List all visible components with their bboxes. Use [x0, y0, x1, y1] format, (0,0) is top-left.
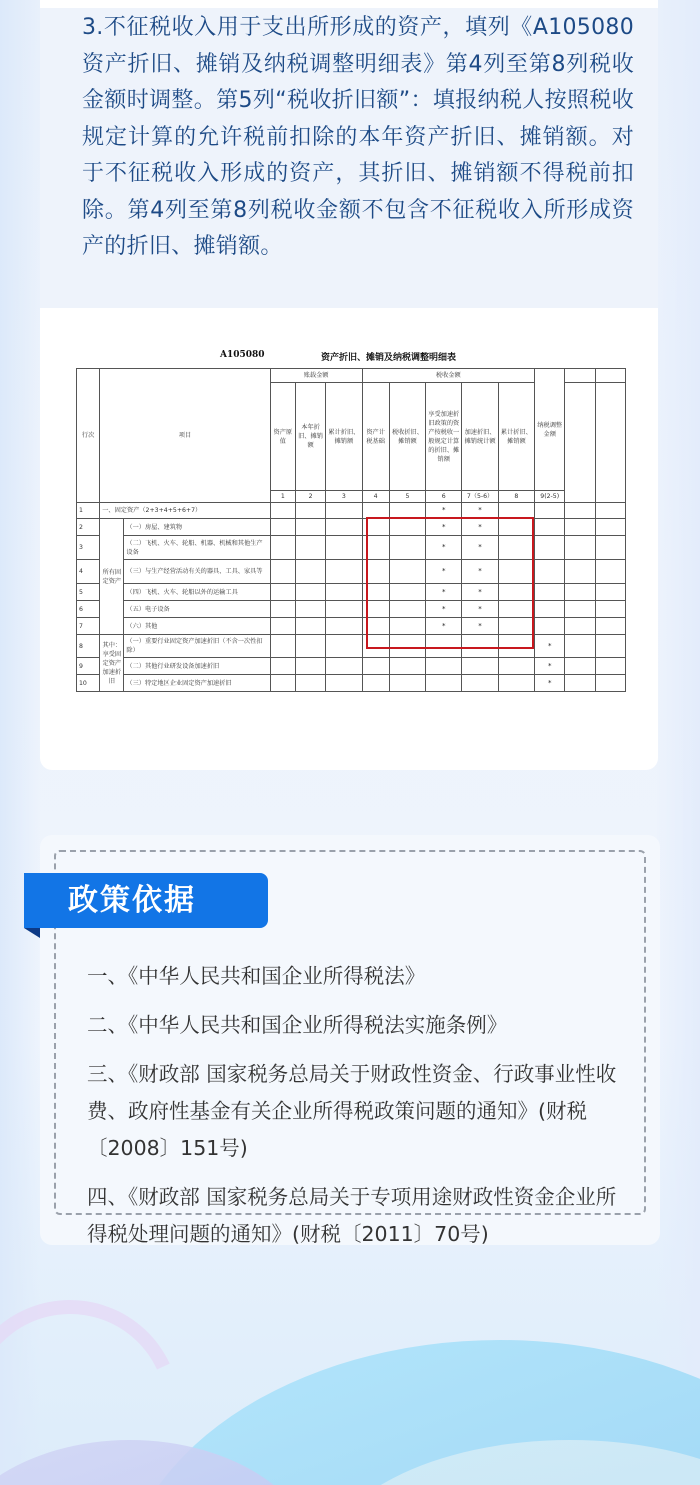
table-row: 7 （六）其他 * *: [77, 618, 626, 635]
table-row: 4 （三）与生产经营活动有关的器具、工具、家具等 * *: [77, 560, 626, 584]
header-col-3: 累计折旧、摊销额: [326, 383, 362, 491]
form-table: 行次 项目 账载金额 税收金额 纳税调整金额 资产原值 本年折旧、摊销额 累计折旧、摊销额 资产计税基础 税收折旧、摊销额 享受加速折旧政策的资产按税收一般规定计算的折旧、摊销额 加速折旧、摊销统计额 累计折旧、摊销额 1 2 3 4 5 6 7（5-6） 8 9(2-5) 1 一、固定资产（2+3+4+5+6+7） * * 2 所有固定资产 （一）房屋、建筑物 * * 3 （二）飞机、火车、轮船、机器、机械和其他生产设备 * * 4 （三）与生产经营活动有关的器具、工具、家具等 * * 5 （四）飞机、火车、轮船以外的运输工具 * * 6 （五）电子设备 * * 7 （六）其他 * * 8 其中：享受固定资产加速折旧 （一）重要行业固定资产加速折旧（不含一次性扣除） * 9 （二）其他行业研发设备加速折旧 * 10 （三）特定地区企业固定资产加速折旧 *: [76, 368, 626, 692]
header-col-4: 资产计税基础: [362, 383, 389, 491]
header-row-no: 行次: [77, 369, 100, 503]
background-left-edge: [0, 0, 40, 1485]
ribbon-fold: [24, 928, 40, 938]
header-col-7: 加速折旧、摊销统计额: [462, 383, 498, 491]
header-col-6: 享受加速折旧政策的资产按税收一般规定计算的折旧、摊销额: [426, 383, 462, 491]
header-col-2: 本年折旧、摊销额: [295, 383, 325, 491]
header-col-8: 累计折旧、摊销额: [498, 383, 534, 491]
table-row: 8 其中：享受固定资产加速折旧 （一）重要行业固定资产加速折旧（不含一次性扣除） *: [77, 635, 626, 658]
header-col-9: 纳税调整金额: [535, 369, 565, 491]
explanation-card: [40, 0, 658, 770]
section-heading-ribbon: [24, 873, 268, 928]
decorative-background-shapes: [0, 1290, 700, 1485]
policy-basis-card: [40, 835, 660, 1245]
table-row: 9 （二）其他行业研发设备加速折旧 *: [77, 658, 626, 675]
reference-item: 二、《中华人民共和国企业所得税法实施条例》: [87, 1013, 508, 1037]
table-row: 2 所有固定资产 （一）房屋、建筑物 * *: [77, 519, 626, 536]
table-row: 6 （五）电子设备 * *: [77, 601, 626, 618]
header-book-amount: 账载金额: [270, 369, 362, 383]
table-row: 5 （四）飞机、火车、轮船以外的运输工具 * *: [77, 584, 626, 601]
background-right-edge: [656, 0, 700, 1485]
reference-item: 四、《财政部 国家税务总局关于专项用途财政性资金企业所得税处理问题的通知》(财税〔2011〕70号): [87, 1185, 617, 1246]
table-row: 3 （二）飞机、火车、轮船、机器、机械和其他生产设备 * *: [77, 536, 626, 560]
table-row: 1 一、固定资产（2+3+4+5+6+7） * *: [77, 503, 626, 519]
group-all-fixed-assets: 所有固定资产: [100, 519, 124, 635]
form-title: [76, 346, 626, 368]
header-tax-amount: 税收金额: [362, 369, 535, 383]
form-image-A105080: [76, 346, 626, 692]
section-heading: 政策依据: [68, 883, 196, 918]
header-col-5: 税收折旧、摊销额: [389, 383, 425, 491]
reference-item: 一、《中华人民共和国企业所得税法》: [87, 964, 426, 988]
header-col-1: 资产原值: [270, 383, 295, 491]
group-accelerated-depreciation: 其中：享受固定资产加速折旧: [100, 635, 124, 692]
reference-list: [87, 958, 632, 1265]
form-code: A105080: [220, 350, 265, 360]
form-name: 资产折旧、摊销及纳税调整明细表: [321, 353, 457, 363]
reference-item: 三、《财政部 国家税务总局关于财政性资金、行政事业性收费、政府性基金有关企业所得税政策问题的通知》(财税〔2008〕151号): [87, 1062, 617, 1160]
explanation-paragraph: 3.不征税收入用于支出所形成的资产，填列《A105080资产折旧、摊销及纳税调整明细表》第4列至第8列税收金额时调整。第5列“税收折旧额”：填报纳税人按照税收规定计算的允许税前扣除的本年资产折旧、摊销额。对于不征税收入形成的资产，其折旧、摊销额不得税前扣除。第4列至第8列税收金额不包含不征税收入所形成资产的折旧、摊销额。: [82, 15, 634, 259]
header-item: 项目: [100, 369, 271, 503]
table-row: 10 （三）特定地区企业固定资产加速折旧 *: [77, 675, 626, 692]
